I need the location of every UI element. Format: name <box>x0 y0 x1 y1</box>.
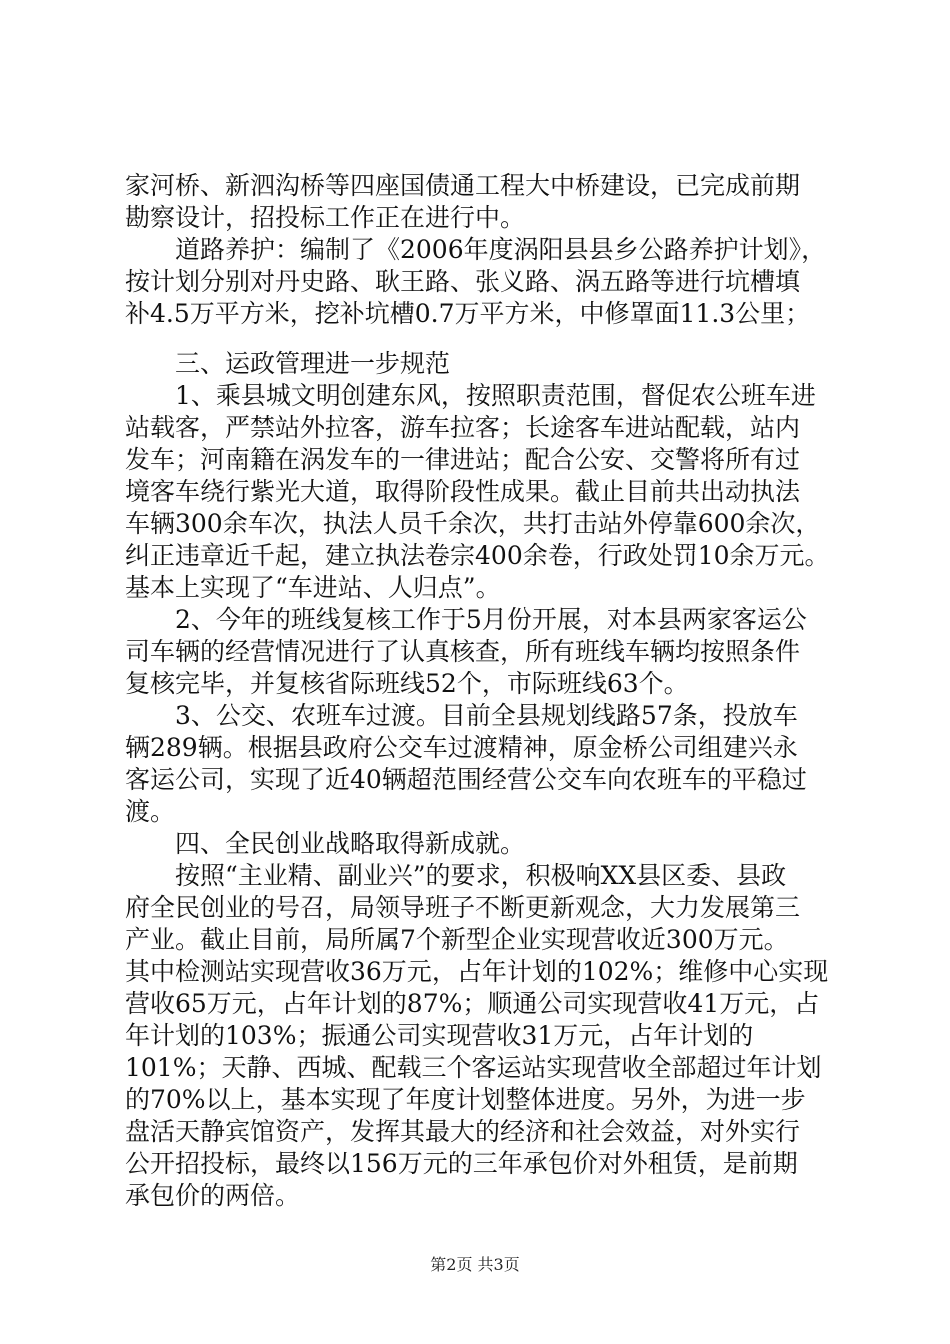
text-line: 公开招投标，最终以156万元的三年承包价对外租赁，是前期 <box>125 1149 798 1178</box>
text-line: 年计划的103%；振通公司实现营收31万元，占年计划的 <box>125 1021 754 1050</box>
text-line: 家河桥、新泗沟桥等四座国债通工程大中桥建设，已完成前期 <box>125 171 801 200</box>
paragraph-gap <box>125 330 830 348</box>
text-line: 承包价的两倍。 <box>125 1181 301 1210</box>
text-line: 司车辆的经营情况进行了认真核查，所有班线车辆均按照条件 <box>125 637 801 666</box>
text-line: 101%；天静、西城、配载三个客运站实现营收全部超过年计划 <box>125 1053 822 1082</box>
text-line: 补4.5万平方米，挖补坑槽0.7万平方米，中修罩面11.3公里； <box>125 299 811 328</box>
text-line: 道路养护：编制了《2006年度涡阳县县乡公路养护计划》， <box>175 235 827 264</box>
text-line: 3、公交、农班车过渡。目前全县规划线路57条，投放车 <box>175 701 798 730</box>
text-line: 2、今年的班线复核工作于5月份开展，对本县两家客运公 <box>175 605 807 634</box>
text-line: 纠正违章近千起，建立执法卷宗400余卷，行政处罚10余万元。 <box>125 541 830 570</box>
text-line: 站载客，严禁站外拉客，游车拉客；长途客车进站配载，站内 <box>125 413 801 442</box>
text-line: 基本上实现了“车进站、人归点”。 <box>125 573 501 602</box>
text-line: 的70%以上，基本实现了年度计划整体进度。另外，为进一步 <box>125 1085 806 1114</box>
text-line: 按照“主业精、副业兴”的要求，积极响XX县区委、县政 <box>175 861 787 890</box>
section-heading: 三、运政管理进一步规范 <box>175 349 451 378</box>
text-line: 车辆300余车次，执法人员千余次，共打击站外停靠600余次， <box>125 509 821 538</box>
text-line: 产业。截止目前，局所属7个新型企业实现营收近300万元。 <box>125 925 789 954</box>
text-line: 府全民创业的号召，局领导班子不断更新观念，大力发展第三 <box>125 893 801 922</box>
text-line: 渡。 <box>125 797 176 826</box>
text-line: 复核完毕，并复核省际班线52个，市际班线63个。 <box>125 669 689 698</box>
text-line: 其中检测站实现营收36万元，占年计划的102%；维修中心实现 <box>125 957 829 986</box>
text-line: 发车；河南籍在涡发车的一律进站；配合公安、交警将所有过 <box>125 445 801 474</box>
text-line: 辆289辆。根据县政府公交车过渡精神，原金桥公司组建兴永 <box>125 733 798 762</box>
section-heading: 四、全民创业战略取得新成就。 <box>175 829 526 858</box>
document-body <box>125 170 830 1212</box>
text-line: 按计划分别对丹史路、耿王路、张义路、涡五路等进行坑槽填 <box>125 267 801 296</box>
text-line: 盘活天静宾馆资产，发挥其最大的经济和社会效益，对外实行 <box>125 1117 801 1146</box>
text-line: 境客车绕行紫光大道，取得阶段性成果。截止目前共出动执法 <box>125 477 801 506</box>
text-line: 营收65万元，占年计划的87%；顺通公司实现营收41万元，占 <box>125 989 820 1018</box>
text-line: 勘察设计，招投标工作正在进行中。 <box>125 203 526 232</box>
text-line: 1、乘县城文明创建东风，按照职责范围，督促农公班车进 <box>175 381 816 410</box>
page-footer: 第2页 共3页 <box>430 1255 520 1274</box>
text-line: 客运公司，实现了近40辆超范围经营公交车向农班车的平稳过 <box>125 765 807 794</box>
